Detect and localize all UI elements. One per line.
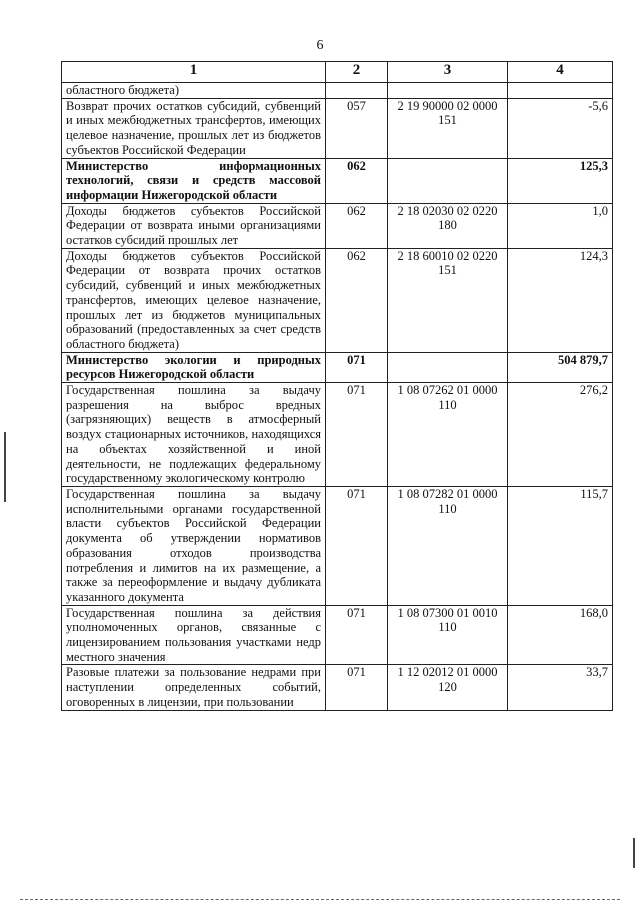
ministry-total: 125,3	[508, 158, 613, 203]
header-col-2: 2	[326, 62, 388, 83]
row-admin-code: 071	[326, 383, 388, 487]
table-header-row	[62, 62, 613, 83]
row-admin-code: 071	[326, 665, 388, 710]
row-kbk: 2 19 90000 02 0000 151	[388, 98, 508, 158]
row-name: Государственная пошлина за выдачу исполнительными органами государственной власти субъектов Российской Федерации документа об утверждении нормативов образования отходов производства потребления и лимитов на их размещение, а также за переоформление и выдачу дубликата указанного документа	[62, 486, 326, 605]
ministry-name: Министерство экологии и природных ресурсов Нижегородской области	[62, 352, 326, 382]
row-admin-code: 071	[326, 605, 388, 665]
page-number: 6	[316, 38, 324, 53]
ministry-code: 062	[326, 158, 388, 203]
row-amount: -5,6	[508, 98, 613, 158]
table-row-continuation	[62, 83, 613, 99]
row-kbk: 1 12 02012 01 0000 120	[388, 665, 508, 710]
row-name: Разовые платежи за пользование недрами при наступлении определенных событий, оговоренных в лицензии, при пользовании	[62, 665, 326, 710]
ministry-code: 071	[326, 352, 388, 382]
row-admin-code: 071	[326, 486, 388, 605]
row-amount: 276,2	[508, 383, 613, 487]
ministry-row	[62, 352, 613, 382]
row-kbk	[388, 83, 508, 99]
header-col-4: 4	[508, 62, 613, 83]
ministry-row	[62, 158, 613, 203]
table-row	[62, 248, 613, 352]
row-name: Доходы бюджетов субъектов Российской Федерации от возврата иными организациями остатков субсидий прошлых лет	[62, 203, 326, 248]
ministry-kbk	[388, 352, 508, 382]
ministry-kbk	[388, 158, 508, 203]
row-kbk: 2 18 60010 02 0220 151	[388, 248, 508, 352]
row-name: Возврат прочих остатков субсидий, субвенций и иных межбюджетных трансфертов, имеющих целевое назначение, прошлых лет из бюджетов субъектов Российской Федерации	[62, 98, 326, 158]
table-row	[62, 486, 613, 605]
row-kbk: 2 18 02030 02 0220 180	[388, 203, 508, 248]
table-row	[62, 203, 613, 248]
row-name: Государственная пошлина за выдачу разрешения на выброс вредных (загрязняющих) веществ в атмосферный воздух стационарных источников, находящихся на объектах хозяйственной и иной деятельности, не подлежащих федеральному государственному экологическому контролю	[62, 383, 326, 487]
row-admin-code: 062	[326, 203, 388, 248]
budget-revenue-table	[61, 61, 613, 711]
row-admin-code: 057	[326, 98, 388, 158]
row-kbk: 1 08 07262 01 0000 110	[388, 383, 508, 487]
row-amount: 168,0	[508, 605, 613, 665]
row-admin-code	[326, 83, 388, 99]
scan-edge-mark	[4, 432, 6, 502]
header-col-3: 3	[388, 62, 508, 83]
row-kbk: 1 08 07300 01 0010 110	[388, 605, 508, 665]
row-name: областного бюджета)	[62, 83, 326, 99]
page-bottom-rule	[20, 899, 620, 901]
ministry-name: Министерство информационных технологий, связи и средств массовой информации Нижегородской области	[62, 158, 326, 203]
table-row	[62, 605, 613, 665]
row-kbk: 1 08 07282 01 0000 110	[388, 486, 508, 605]
row-amount: 124,3	[508, 248, 613, 352]
row-amount: 33,7	[508, 665, 613, 710]
row-name: Доходы бюджетов субъектов Российской Федерации от возврата прочих остатков субсидий, субвенций и иных межбюджетных трансфертов, имеющих целевое назначение, прошлых лет из бюджетов муниципальных образований (предоставленных за счет средств областного бюджета)	[62, 248, 326, 352]
table-row	[62, 98, 613, 158]
header-col-1: 1	[62, 62, 326, 83]
scan-edge-mark	[633, 838, 635, 868]
ministry-total: 504 879,7	[508, 352, 613, 382]
row-name: Государственная пошлина за действия уполномоченных органов, связанные с лицензированием пользования участками недр местного значения	[62, 605, 326, 665]
row-amount	[508, 83, 613, 99]
row-amount: 1,0	[508, 203, 613, 248]
table-row	[62, 665, 613, 710]
row-amount: 115,7	[508, 486, 613, 605]
table-row	[62, 383, 613, 487]
row-admin-code: 062	[326, 248, 388, 352]
